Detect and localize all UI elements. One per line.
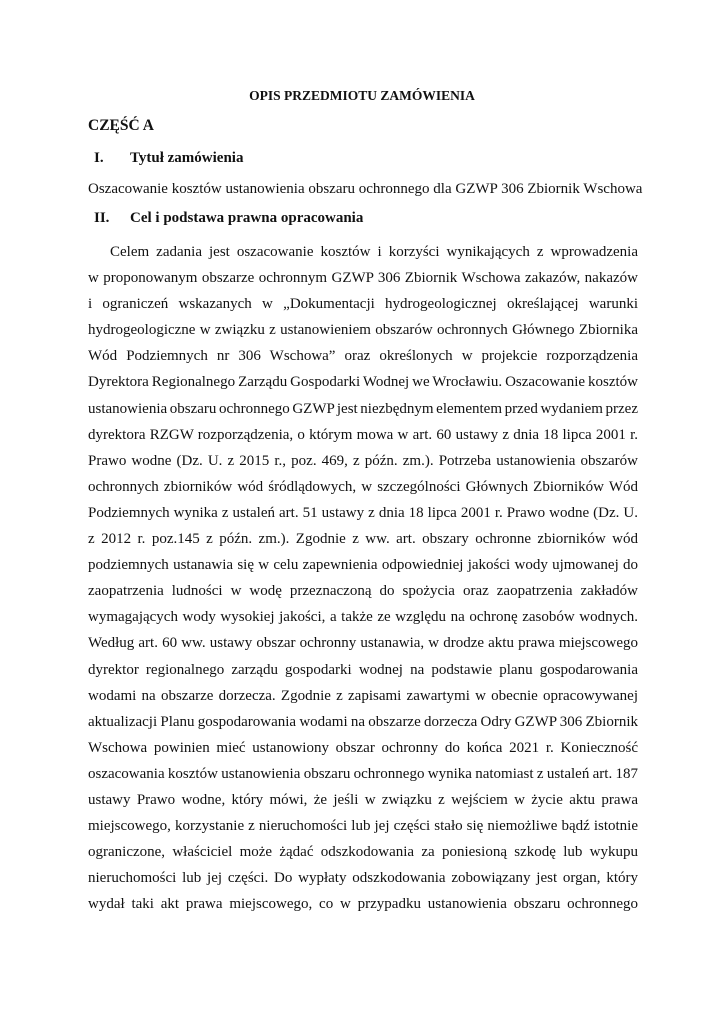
section-heading-title [88, 150, 243, 167]
body-line: Wschowa powinien mieć ustanowiony obszar ochronny do końca 2021 r. Konieczność [88, 739, 638, 756]
body-line: Wód Podziemnych nr 306 Wschowa” oraz określonych w projekcie rozporządzenia [88, 348, 638, 365]
body-line: nieruchomości lub jej części. Do wypłaty odszkodowania zobowiązany jest organ, który [88, 870, 638, 887]
body-line: Według art. 60 ww. ustawy obszar ochronny ustanawia, w drodze aktu prawa miejscowego [88, 635, 638, 652]
section-number: II. [94, 210, 110, 226]
body-line: wydał taki akt prawa miejscowego, co w przypadku ustanowienia obszaru ochronnego [88, 896, 638, 913]
body-line: ustawy Prawo wodne, który mówi, że jeśli w związku z wejściem w życie aktu prawa [88, 791, 638, 808]
body-line: wodami na obszarze dorzecza. Zgodnie z zapisami zawartymi w obecnie opracowywanej [88, 687, 638, 704]
body-line: miejscowego, korzystanie z nieruchomości lub jej części stało się niemożliwe bądź istotnie [88, 818, 638, 835]
body-line: zaopatrzenia ludności w wodę przeznaczoną do spożycia oraz zaopatrzenia zakładów [88, 583, 638, 600]
body-line: ochronnych zbiorników wód śródlądowych, w szczególności Głównych Zbiorników Wód [88, 478, 638, 495]
body-line: oszacowania kosztów ustanowienia obszaru ochronnego wynika natomiast z ustaleń art. 187 [88, 765, 638, 782]
body-line: Celem zadania jest oszacowanie kosztów i korzyści wynikających z wprowadzenia [110, 244, 638, 260]
body-line: dyrektora RZGW rozporządzenia, o którym mowa w art. 60 ustawy z dnia 18 lipca 2001 r. [88, 426, 638, 443]
section-title: Cel i podstawa prawna opracowania [130, 210, 364, 226]
document-title: OPIS PRZEDMIOTU ZAMÓWIENIA [249, 88, 475, 103]
body-line: wymagających wody wysokiej jakości, a także ze względu na ochronę zasobów wodnych. [88, 609, 638, 626]
section-heading-purpose [88, 210, 363, 227]
body-line: hydrogeologiczne w związku z ustanowieniem obszarów ochronnych Głównego Zbiornika [88, 322, 638, 339]
body-line: z 2012 r. poz.145 z późn. zm.). Zgodnie z ww. art. obszary ochronne zbiorników wód [88, 531, 638, 548]
body-line: Prawo wodne (Dz. U. z 2015 r., poz. 469, z późn. zm.). Potrzeba ustanowienia obszarów [88, 452, 638, 469]
body-paragraph [88, 239, 638, 917]
order-title-text: Oszacowanie kosztów ustanowienia obszaru ochronnego dla GZWP 306 Zbiornik Wschowa [88, 181, 643, 197]
section-title: Tytuł zamówienia [130, 150, 244, 166]
body-line: podziemnych ustanawia się w celu zapewnienia odpowiedniej jakości wody ujmowanej do [88, 557, 638, 574]
body-line: dyrektor regionalnego zarządu gospodarki wodnej na podstawie planu gospodarowania [88, 661, 638, 678]
body-line: Podziemnych wynika z ustaleń art. 51 ustawy z dnia 18 lipca 2001 r. Prawo wodne (Dz. U. [88, 504, 638, 521]
body-line: i ograniczeń wskazanych w „Dokumentacji hydrogeologicznej określającej warunki [88, 296, 638, 313]
body-line: w proponowanym obszarze ochronnym GZWP 306 Zbiornik Wschowa zakazów, nakazów [88, 270, 638, 287]
body-line: Dyrektora Regionalnego Zarządu Gospodarki Wodnej we Wrocławiu. Oszacowanie kosztów [88, 374, 638, 391]
section-number: I. [94, 150, 104, 166]
body-line: aktualizacji Planu gospodarowania wodami na obszarze dorzecza Odry GZWP 306 Zbiornik [88, 713, 638, 730]
part-heading: CZĘŚĆ A [88, 117, 154, 134]
body-line: ograniczone, właściciel może żądać odszkodowania za poniesioną szkodę lub wykupu [88, 844, 638, 861]
body-line: ustanowienia obszaru ochronnego GZWP jest niezbędnym elementem przed wydaniem przez [88, 400, 638, 417]
